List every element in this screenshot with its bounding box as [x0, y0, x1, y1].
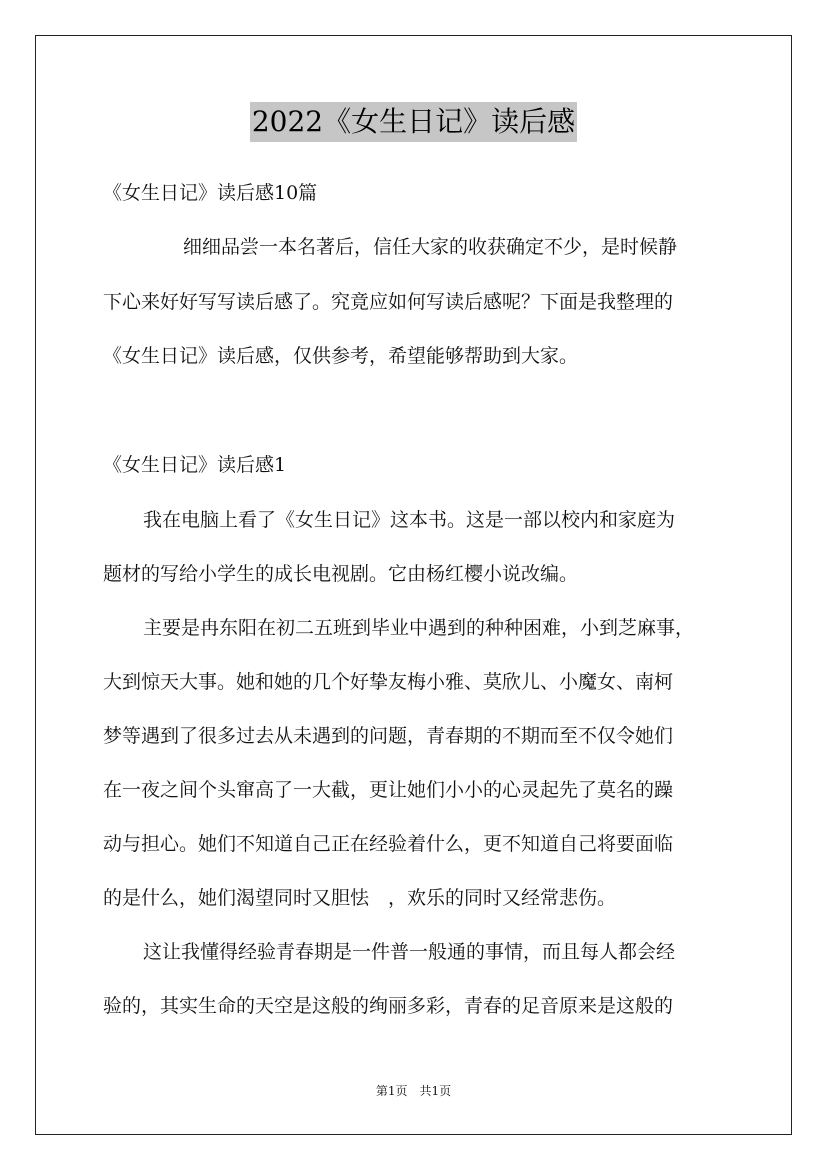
paragraph-line: 在一夜之间个头窜高了一大截，更让她们小小的心灵起先了莫名的躁 — [103, 779, 674, 801]
document-subtitle: 《女生日记》读后感10篇 — [103, 182, 318, 204]
paragraph-line: 的是什么，她们渴望同时又胆怯 ，欢乐的同时又经常悲伤。 — [103, 887, 617, 909]
paragraph-line: 动与担心。她们不知道自己正在经验着什么，更不知道自己将要面临 — [103, 833, 674, 855]
paragraph-line: 验的，其实生命的天空是这般的绚丽多彩，青春的足音原来是这般的 — [103, 995, 674, 1017]
document-title: 2022《女生日记》读后感 — [250, 102, 577, 142]
section-heading: 《女生日记》读后感1 — [103, 454, 287, 476]
intro-line: 细细品尝一本名著后，信任大家的收获确定不少，是时候静 — [183, 236, 678, 258]
paragraph-line: 我在电脑上看了《女生日记》这本书。这是一部以校内和家庭为 — [143, 509, 676, 531]
intro-line: 《女生日记》读后感，仅供参考，希望能够帮助到大家。 — [103, 345, 579, 367]
page-footer: 第1页 共1页 — [375, 1084, 452, 1098]
intro-line: 下心来好好写写读后感了。究竟应如何写读后感呢？下面是我整理的 — [103, 291, 674, 313]
paragraph-line: 题材的写给小学生的成长电视剧。它由杨红樱小说改编。 — [103, 563, 579, 585]
paragraph-line: 梦等遇到了很多过去从未遇到的问题，青春期的不期而至不仅令她们 — [103, 725, 674, 747]
paragraph-line: 主要是冉东阳在初二五班到毕业中遇到的种种困难，小到芝麻事， — [143, 617, 695, 639]
paragraph-line: 大到惊天大事。她和她的几个好挚友梅小雅、莫欣儿、小魔女、南柯 — [103, 671, 674, 693]
title-block — [0, 102, 827, 142]
paragraph-line: 这让我懂得经验青春期是一件普一般通的事情，而且每人都会经 — [143, 941, 676, 963]
